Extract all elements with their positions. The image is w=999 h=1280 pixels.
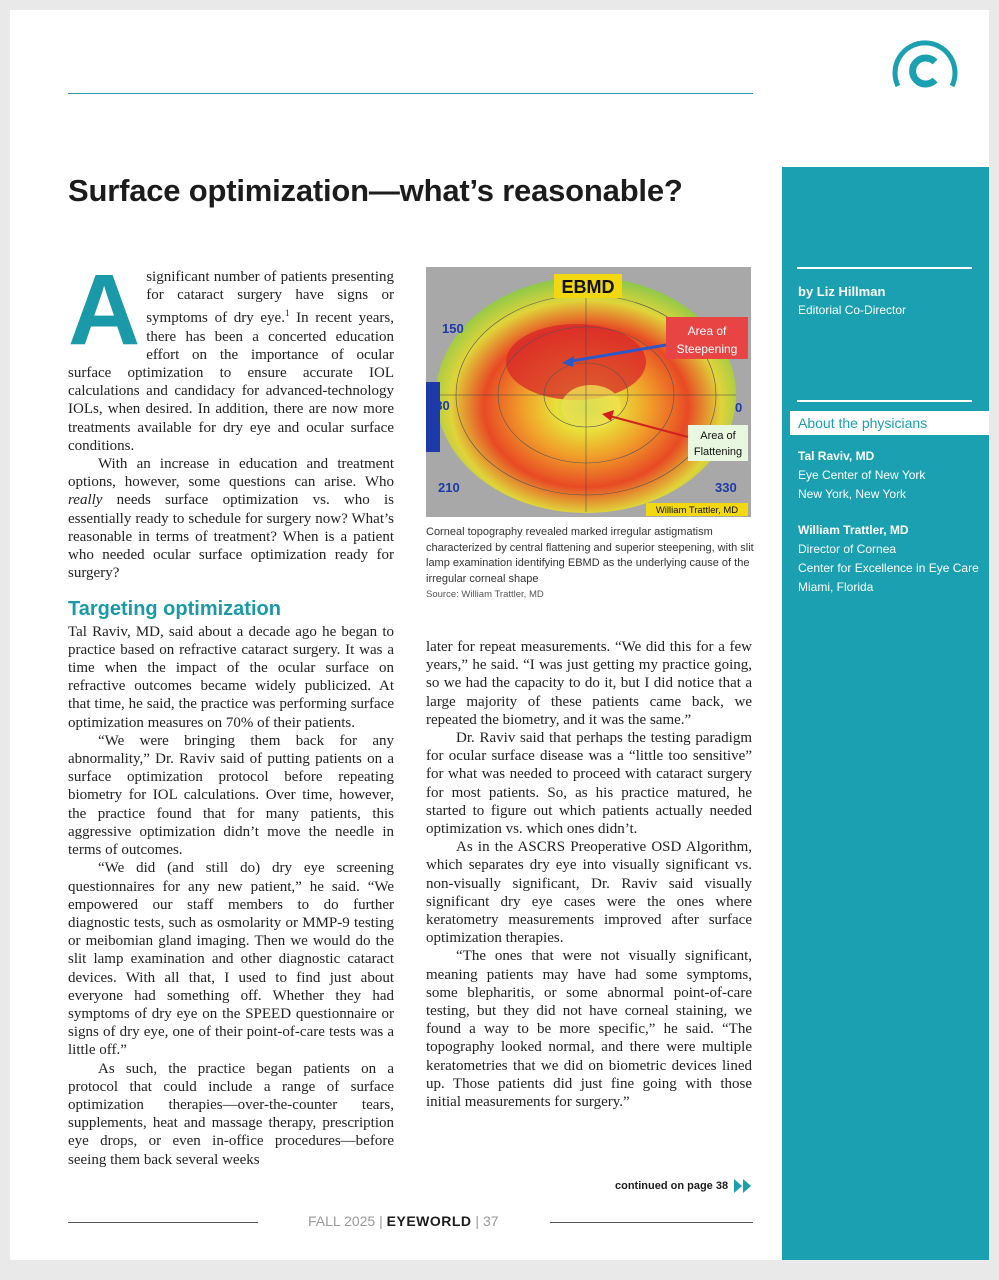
sidebar-rule — [797, 400, 972, 402]
body-paragraph: “We did (and still do) dry eye screening questionnaires for any new patient,” he said. “We empowered our staff members to do further diagnostic tests, such as osmolarity or MMP-9 testing or meibomian gland imaging. Then we would do the slit lamp examination and other diagnostic cataract devices. With all that, I used to find just about everyone had something off. Whether they had symptoms of dry eye on the SPEED questionnaire or signs of dry eye, one of their point-of-care tests was a little off.” — [68, 860, 394, 1059]
figure-caption — [426, 525, 756, 603]
byline-role: Editorial Co-Director — [798, 303, 907, 317]
physician-location: Miami, Florida — [798, 580, 874, 594]
physician-1 — [798, 447, 925, 504]
footer-rule-left — [68, 1222, 258, 1223]
double-chevron-right-icon — [734, 1179, 754, 1193]
footer-rule-right — [550, 1222, 753, 1223]
color-scale-bar — [426, 382, 440, 452]
figure-credit: William Trattler, MD — [655, 505, 739, 516]
steepening-callout-line1: Area of — [687, 324, 727, 338]
footer-season: FALL 2025 — [308, 1213, 376, 1229]
column-2 — [426, 638, 752, 1111]
magazine-page — [10, 10, 989, 1260]
body-paragraph: As in the ASCRS Preoperative OSD Algorithm, which separates dry eye into visually significant vs. non-visually significant, Dr. Raviv said visually significant dry eye cases were the ones where keratometry measurements improved after surface optimization therapies. — [426, 839, 752, 947]
cataract-c-logo-icon — [890, 38, 960, 98]
flattening-callout-line1: Area of — [700, 430, 736, 442]
continued-link[interactable]: continued on page 38 — [615, 1180, 729, 1192]
steepening-callout-line2: Steepening — [676, 342, 738, 356]
axis-label-210: 210 — [438, 480, 460, 495]
body-paragraph: “The ones that were not visually significant, meaning patients may have had some symptoms, some blepharitis, or some abnormal point-of-care testing, but they did not have corneal staining, we found a way to be more specific,” he said. “The topography looked normal, and there were multiple keratometries that we did on biometric devices lined up. Those patients did just fine going with those initial measurements for surgery.” — [426, 948, 752, 1111]
physician-name: Tal Raviv, MD — [798, 449, 875, 463]
about-physicians-heading: About the physicians — [790, 411, 989, 435]
axis-label-180: 180 — [428, 398, 450, 413]
top-rule — [68, 93, 753, 94]
sidebar — [782, 167, 989, 1260]
physician-2 — [798, 521, 979, 597]
page-number: 37 — [482, 1213, 499, 1229]
intro-paragraph-1: significant number of patients presenting for cataract surgery have signs or symptoms of dry eye.$^1$ In recent years, there has been a concerted education effort on the importance of ocular surface optimization to ensure accurate IOL calculations and candidacy for advanced-technology IOLs, when desired. In addition, there are now more treatments available for dry eye and ocular surface conditions. — [68, 269, 395, 454]
flat-zone — [561, 385, 621, 429]
page-title: Surface optimization—what’s reasonable? — [68, 173, 683, 208]
column-1 — [68, 254, 395, 1169]
physician-location: New York, New York — [798, 487, 907, 501]
physician-affiliation: Eye Center of New York — [798, 468, 926, 482]
sidebar-rule — [797, 267, 972, 269]
intro-paragraph-2: With an increase in education and treatment options, however, some questions can arise. Who really needs surface optimization vs. who is essentially ready to schedule for surgery now? What’s reasonable in terms of treatment? When is a patient who needed ocular surface optimization ready for surgery? — [68, 456, 394, 582]
byline-author: by Liz Hillman — [798, 284, 886, 299]
figure-title: EBMD — [561, 277, 615, 297]
physician-name: William Trattler, MD — [798, 523, 909, 537]
section-heading: Targeting optimization — [68, 598, 281, 621]
body-paragraph: later for repeat measurements. “We did this for a few years,” he said. “I was just getting my practice going, so we had the capacity to do it, but I did notice that a large majority of these patients came back, we repeated the biometry, and it was the same.” — [426, 639, 752, 728]
axis-label-150: 150 — [442, 321, 464, 336]
body-paragraph: “We were bringing them back for any abnormality,” Dr. Raviv said of putting patients on a surface optimization protocol before repeating biometry for IOL calculations. Over time, however, the practice found that for many patients, this aggressive optimization didn’t move the needle in terms of outcomes. — [68, 732, 394, 859]
axis-label-330: 330 — [715, 480, 737, 495]
caption-source: Source: William Trattler, MD — [426, 589, 544, 600]
physician-title: Director of Cornea — [798, 542, 897, 556]
caption-text: Corneal topography revealed marked irregular astigmatism characterized by central flattening and superior steepening, with slit lamp examination identifying EBMD as the underlying cause of the irregular corneal shape — [426, 526, 754, 585]
footer: FALL 2025 | EYEWORLD | 37 — [308, 1213, 499, 1229]
body-paragraph: As such, the practice began patients on a protocol that could include a range of surface optimization therapies—over-the-counter tears, supplements, heat and massage therapy, prescription eye drops, or even in-office procedures—before seeing them back several weeks — [68, 1060, 394, 1168]
drop-cap: A — [68, 254, 141, 366]
axis-label-0: 0 — [735, 400, 743, 415]
corneal-topography-figure — [426, 267, 751, 517]
body-paragraph: Tal Raviv, MD, said about a decade ago he began to practice based on refractive cataract surgery. It was a time when the impact of the ocular surface on refractive outcomes became widely publicized. At that time, he said, the practice was performing surface optimization measures on 70% of their patients. — [68, 623, 394, 731]
body-paragraph: Dr. Raviv said that perhaps the testing paradigm for ocular surface disease was a “little too sensitive” for what was needed to proceed with cataract surgery for most patients. So, as his practice matured, he started to figure out which patients actually needed optimization vs. which ones didn’t. — [426, 730, 752, 838]
physician-affiliation: Center for Excellence in Eye Care — [798, 561, 979, 575]
flattening-callout-line2: Flattening — [693, 446, 743, 458]
footer-brand: EYEWORLD — [386, 1213, 472, 1229]
